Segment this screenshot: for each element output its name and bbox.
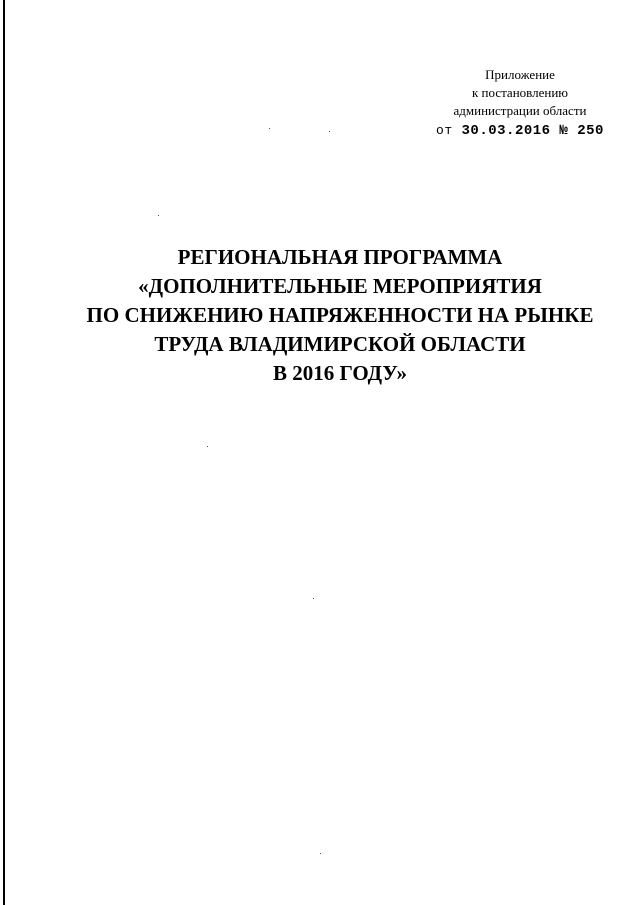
scan-speck [329, 131, 330, 132]
title-line-3: ПО СНИЖЕНИЮ НАПРЯЖЕННОСТИ НА РЫНКЕ [86, 303, 594, 327]
appendix-authority-line: администрации области [453, 103, 587, 118]
scan-speck [158, 215, 159, 216]
title-line-2: «ДОПОЛНИТЕЛЬНЫЕ МЕРОПРИЯТИЯ [138, 274, 542, 298]
scan-speck [320, 853, 321, 854]
title-line-4: ТРУДА ВЛАДИМИРСКОЙ ОБЛАСТИ [154, 332, 526, 356]
appendix-label: Приложение [485, 67, 555, 82]
scan-speck [313, 598, 314, 599]
reference-prefix: от [436, 123, 453, 138]
appendix-decree-line: к постановлению [471, 85, 569, 100]
reference-number: № 250 [559, 123, 604, 139]
document-title [60, 243, 620, 388]
scan-speck [207, 446, 208, 447]
scan-speck [269, 128, 270, 129]
appendix-reference [420, 122, 620, 140]
title-line-5: В 2016 ГОДУ» [273, 361, 407, 385]
scan-edge-line [3, 0, 5, 905]
title-line-1: РЕГИОНАЛЬНАЯ ПРОГРАММА [177, 245, 503, 269]
reference-date: 30.03.2016 [461, 123, 551, 139]
appendix-header [420, 66, 620, 140]
